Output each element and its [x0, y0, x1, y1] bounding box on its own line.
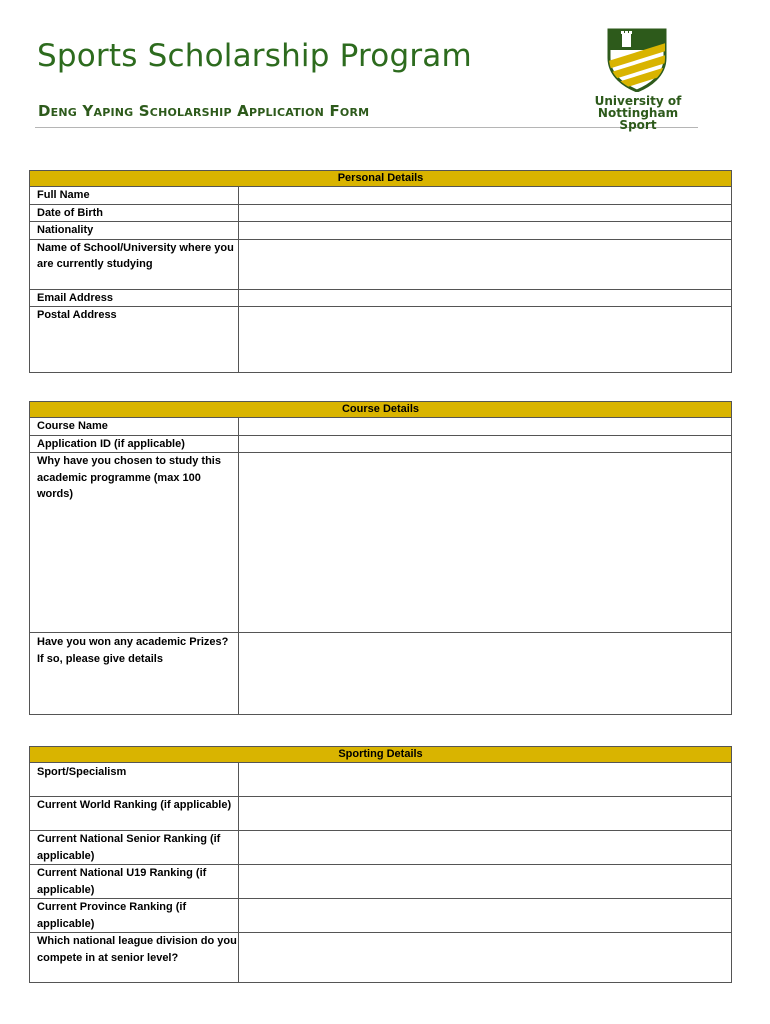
sporting-details-heading: Sporting Details	[30, 747, 732, 763]
field-label: Current World Ranking (if applicable)	[30, 797, 239, 831]
field-label: Current National U19 Ranking (if applicable)	[30, 865, 239, 899]
course-details-table	[29, 401, 732, 715]
email-address-field[interactable]	[239, 289, 732, 307]
full-name-field[interactable]	[239, 187, 732, 205]
form-subtitle: Deng Yaping Scholarship Application Form	[38, 102, 370, 120]
field-label: Course Name	[30, 418, 239, 436]
field-label: Current National Senior Ranking (if applicable)	[30, 831, 239, 865]
sport-specialism-field[interactable]	[239, 763, 732, 797]
application-id-field[interactable]	[239, 435, 732, 453]
field-label: Postal Address	[30, 307, 239, 373]
personal-details-heading: Personal Details	[30, 171, 732, 187]
course-name-field[interactable]	[239, 418, 732, 436]
sporting-details-table	[29, 746, 732, 983]
field-label: Full Name	[30, 187, 239, 205]
field-label: Current Province Ranking (if applicable)	[30, 899, 239, 933]
field-label: Have you won any academic Prizes? If so, please give details	[30, 633, 239, 715]
league-division-field[interactable]	[239, 933, 732, 983]
field-label: Nationality	[30, 222, 239, 240]
field-label: Name of School/University where you are currently studying	[30, 239, 239, 289]
study-reason-field[interactable]	[239, 453, 732, 633]
school-university-field[interactable]	[239, 239, 732, 289]
logo-line-1: University of	[594, 94, 682, 108]
national-u19-ranking-field[interactable]	[239, 865, 732, 899]
field-label: Which national league division do you compete in at senior level?	[30, 933, 239, 983]
field-label: Why have you chosen to study this academic programme (max 100 words)	[30, 453, 239, 633]
field-label: Date of Birth	[30, 204, 239, 222]
university-logo	[583, 28, 693, 132]
page-title: Sports Scholarship Program	[37, 38, 472, 74]
shield-icon	[605, 28, 669, 92]
province-ranking-field[interactable]	[239, 899, 732, 933]
world-ranking-field[interactable]	[239, 797, 732, 831]
academic-prizes-field[interactable]	[239, 633, 732, 715]
personal-details-table	[29, 170, 732, 373]
date-of-birth-field[interactable]	[239, 204, 732, 222]
course-details-heading: Course Details	[30, 402, 732, 418]
national-senior-ranking-field[interactable]	[239, 831, 732, 865]
field-label: Email Address	[30, 289, 239, 307]
logo-line-2: Nottingham Sport	[597, 106, 679, 132]
field-label: Sport/Specialism	[30, 763, 239, 797]
postal-address-field[interactable]	[239, 307, 732, 373]
field-label: Application ID (if applicable)	[30, 435, 239, 453]
nationality-field[interactable]	[239, 222, 732, 240]
